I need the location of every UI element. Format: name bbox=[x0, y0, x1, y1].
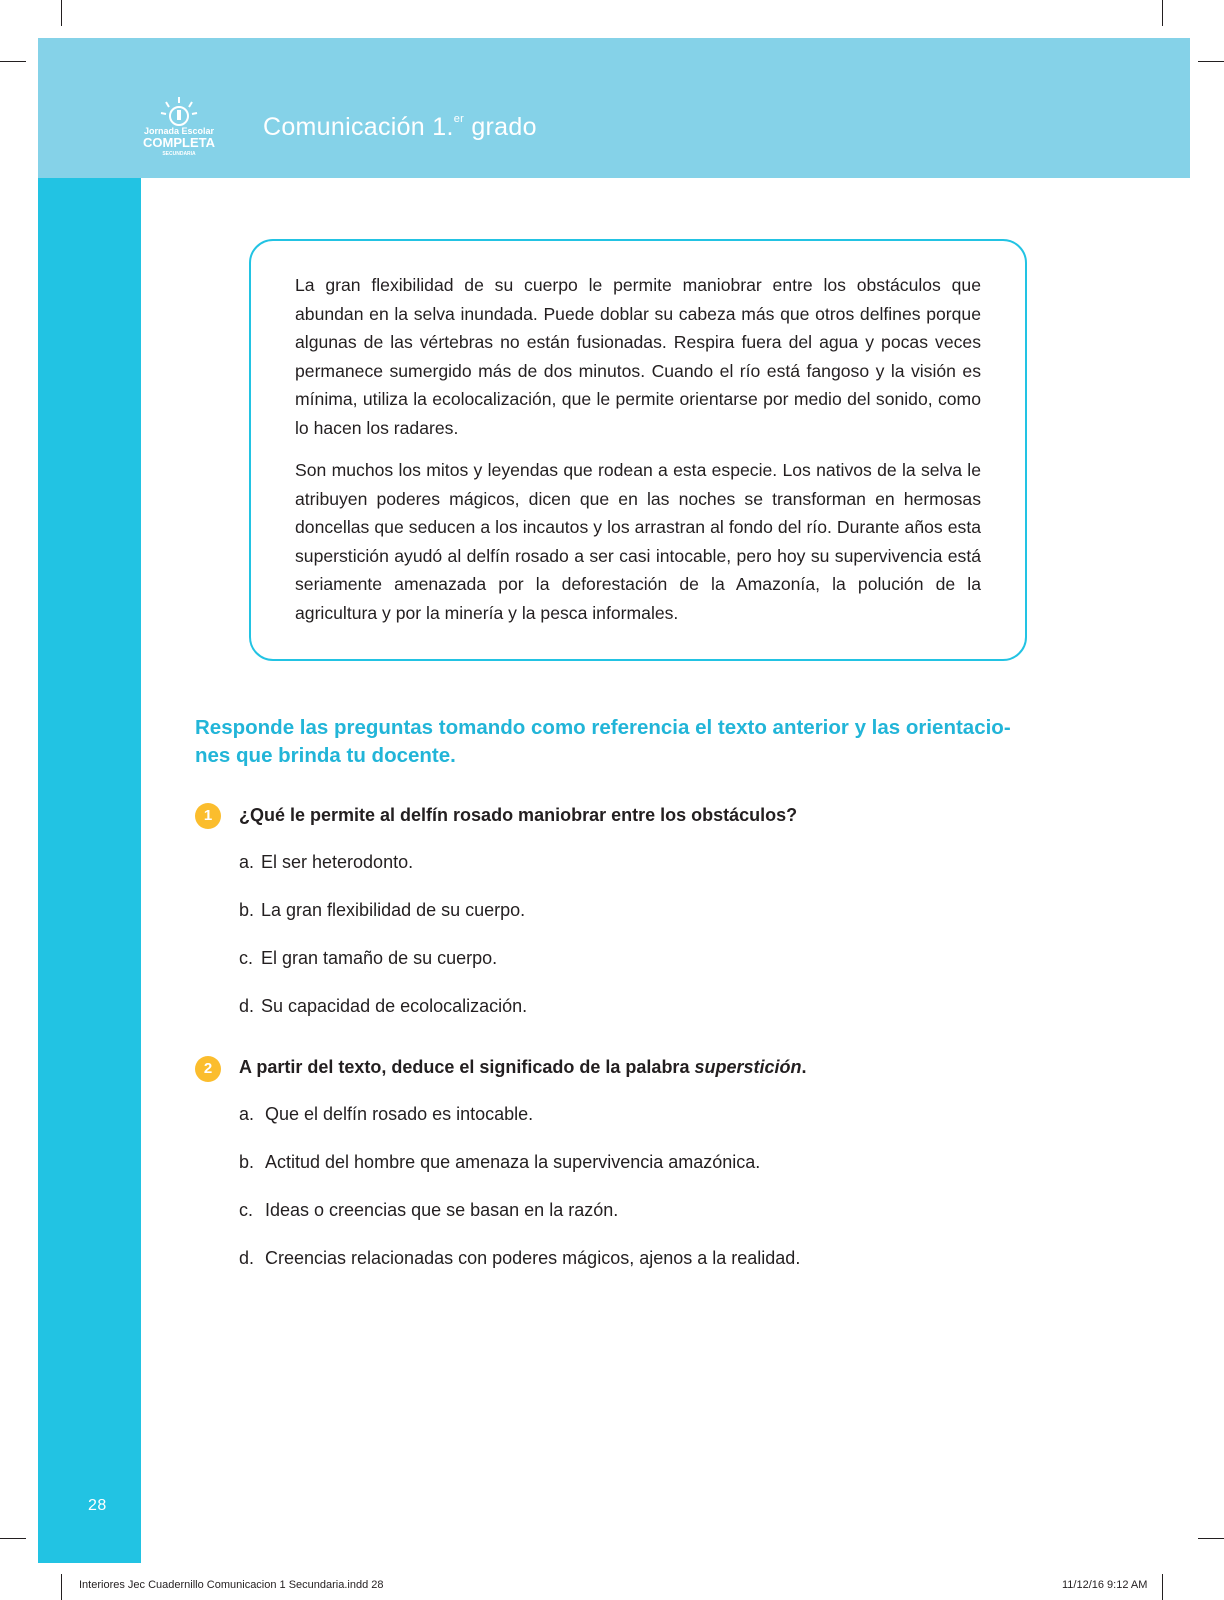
answer-option[interactable] bbox=[239, 852, 413, 873]
instruction-heading bbox=[195, 714, 1095, 770]
crop-mark bbox=[1162, 0, 1163, 26]
question-text-suffix: . bbox=[801, 1057, 807, 1077]
option-letter: c. bbox=[239, 1200, 254, 1220]
answer-option[interactable] bbox=[239, 996, 527, 1017]
question-text-prefix: A partir del texto, deduce el significado de la palabra bbox=[239, 1057, 695, 1077]
crop-mark bbox=[1198, 1538, 1224, 1539]
question-text bbox=[239, 1057, 807, 1078]
footer-timestamp: 11/12/16 9:12 AM bbox=[1062, 1579, 1148, 1591]
question-text: ¿Qué le permite al delfín rosado maniobrar entre los obstáculos? bbox=[239, 805, 798, 825]
jornada-escolar-logo bbox=[136, 94, 222, 166]
option-text: El ser heterodonto. bbox=[261, 852, 414, 872]
option-text: Que el delfín rosado es intocable. bbox=[265, 1104, 534, 1124]
logo-text-bottom: SECUNDARIA bbox=[162, 151, 196, 157]
crop-mark bbox=[0, 61, 26, 62]
question-number-badge: 1 bbox=[195, 803, 221, 829]
crop-mark bbox=[1198, 61, 1224, 62]
reading-paragraph: La gran flexibilidad de su cuerpo le permite maniobrar entre los obstáculos que abundan en la selva inundada. Puede doblar su cabeza más que otros delfines porque algunas de las vértebras no están fusionadas. Respira fuera del agua y pocas veces permanece sumergido más de dos minutos. Cuando el río está fangoso y la visión es mínima, utiliza la ecolocalización, que le permite orientarse por medio del sonido, como lo hacen los radares. bbox=[295, 275, 981, 438]
course-title bbox=[263, 113, 537, 142]
answer-option[interactable] bbox=[239, 1104, 533, 1125]
instruction-line: nes que brinda tu docente. bbox=[195, 744, 456, 767]
answer-option[interactable] bbox=[239, 1248, 800, 1269]
crop-mark bbox=[61, 1574, 62, 1600]
footer-file-info: Interiores Jec Cuadernillo Comunicacion 1 Secundaria.indd 28 bbox=[79, 1579, 384, 1591]
question-number-badge: 2 bbox=[195, 1056, 221, 1082]
option-letter: a. bbox=[239, 852, 255, 872]
option-letter: a. bbox=[239, 1104, 255, 1124]
option-text: Su capacidad de ecolocalización. bbox=[261, 996, 528, 1016]
answer-option[interactable] bbox=[239, 900, 525, 921]
left-sidebar-band bbox=[38, 178, 141, 1563]
option-text: Actitud del hombre que amenaza la supervivencia amazónica. bbox=[265, 1152, 761, 1172]
answer-option[interactable] bbox=[239, 1200, 618, 1221]
crop-mark bbox=[1162, 1574, 1163, 1600]
crop-mark bbox=[0, 1538, 26, 1539]
reading-text-box bbox=[249, 239, 1027, 661]
option-letter: b. bbox=[239, 1152, 255, 1172]
instruction-line: Responde las preguntas tomando como referencia el texto anterior y las orientacio- bbox=[195, 716, 1011, 739]
header-band bbox=[38, 38, 1190, 178]
option-letter: b. bbox=[239, 900, 255, 920]
logo-text-main: COMPLETA bbox=[143, 135, 215, 150]
option-text: La gran flexibilidad de su cuerpo. bbox=[261, 900, 526, 920]
question-text-emphasis: superstición bbox=[694, 1057, 802, 1077]
course-title-sup: er bbox=[453, 112, 465, 125]
option-letter: c. bbox=[239, 948, 254, 968]
option-letter: d. bbox=[239, 1248, 255, 1268]
course-title-prefix: Comunicación 1. bbox=[263, 113, 454, 141]
crop-mark bbox=[61, 0, 62, 26]
course-title-suffix: grado bbox=[464, 113, 537, 141]
option-text: Creencias relacionadas con poderes mágicos, ajenos a la realidad. bbox=[265, 1248, 801, 1268]
logo-text-top: Jornada Escolar bbox=[143, 126, 215, 136]
answer-option[interactable] bbox=[239, 1152, 760, 1173]
option-text: El gran tamaño de su cuerpo. bbox=[261, 948, 498, 968]
option-letter: d. bbox=[239, 996, 255, 1016]
page-number: 28 bbox=[88, 1497, 107, 1514]
reading-paragraph: Son muchos los mitos y leyendas que rodean a esta especie. Los nativos de la selva le atribuyen poderes mágicos, dicen que en las noches se transforman en hermosas doncellas que seducen a los incautos y los arrastran al fondo del río. Durante años esta superstición ayudó al delfín rosado a ser casi intocable, pero hoy su supervivencia está seriamente amenazada por la deforestación de la Amazonía, la polución de la agricultura y por la minería y la pesca informales. bbox=[295, 460, 981, 623]
answer-option[interactable] bbox=[239, 948, 497, 969]
option-text: Ideas o creencias que se basan en la razón. bbox=[265, 1200, 619, 1220]
